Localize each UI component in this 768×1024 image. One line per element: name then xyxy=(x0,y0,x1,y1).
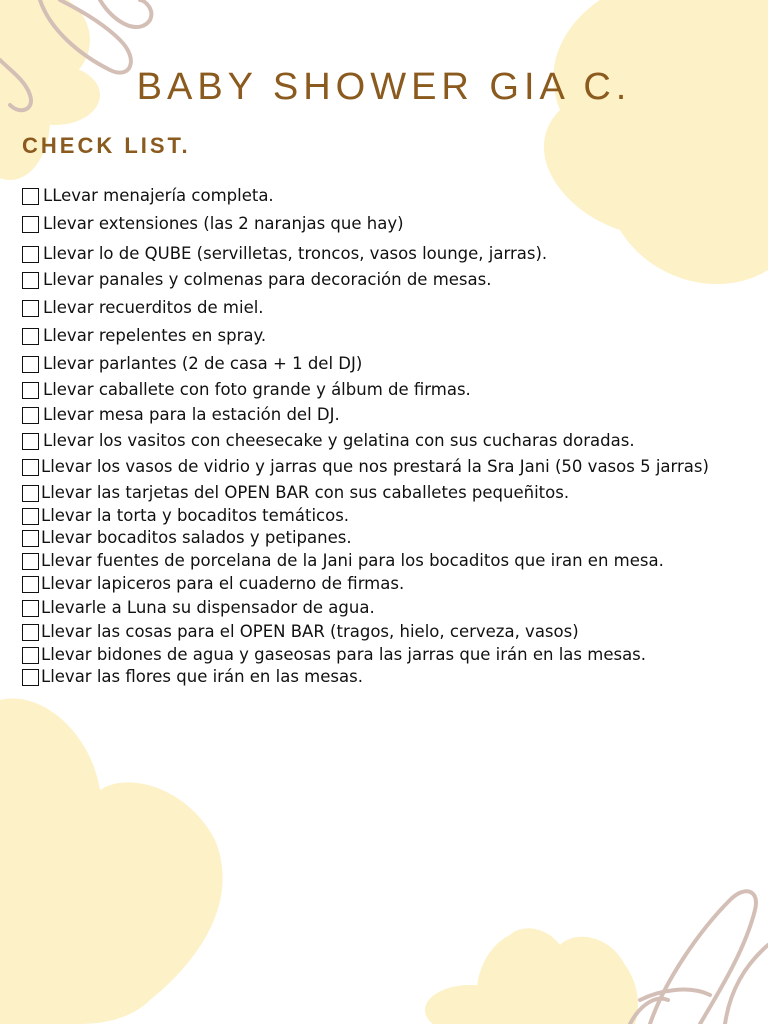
checkbox[interactable] xyxy=(22,459,39,476)
checklist-item[interactable] xyxy=(22,244,547,264)
checkbox[interactable] xyxy=(22,530,39,547)
checkbox[interactable] xyxy=(22,328,39,345)
checklist-item[interactable] xyxy=(22,483,569,503)
checklist-item-label: Llevarle a Luna su dispensador de agua. xyxy=(41,598,375,617)
checklist-item[interactable] xyxy=(22,645,646,665)
checkbox[interactable] xyxy=(22,407,39,424)
checklist-item[interactable] xyxy=(22,574,404,594)
checklist-item[interactable] xyxy=(22,457,709,477)
checklist-item-label: Llevar bocaditos salados y petipanes. xyxy=(41,528,352,547)
checkbox[interactable] xyxy=(22,433,39,450)
checklist-item-label: Llevar los vasitos con cheesecake y gelatina con sus cucharas doradas. xyxy=(43,431,635,450)
checkbox[interactable] xyxy=(22,508,39,525)
checklist-item[interactable] xyxy=(22,380,471,400)
checkbox[interactable] xyxy=(22,382,39,399)
checklist-item-label: Llevar recuerditos de miel. xyxy=(43,298,264,317)
checkbox[interactable] xyxy=(22,300,39,317)
checklist-item-label: Llevar lapiceros para el cuaderno de firmas. xyxy=(41,574,405,593)
checkbox[interactable] xyxy=(22,669,39,686)
checklist-item-label: Llevar fuentes de porcelana de la Jani para los bocaditos que iran en mesa. xyxy=(41,551,664,570)
checklist-item[interactable] xyxy=(22,326,266,346)
checklist-item-label: LLevar menajería completa. xyxy=(43,186,274,205)
checklist-item-label: Llevar extensiones (las 2 naranjas que hay) xyxy=(43,214,404,233)
checkbox[interactable] xyxy=(22,246,39,263)
checklist-item-label: Llevar bidones de agua y gaseosas para las jarras que irán en las mesas. xyxy=(41,645,647,664)
checklist-item[interactable] xyxy=(22,431,635,451)
checkbox[interactable] xyxy=(22,188,39,205)
checkbox[interactable] xyxy=(22,624,39,641)
checklist-item[interactable] xyxy=(22,506,349,526)
checkbox[interactable] xyxy=(22,272,39,289)
checklist-item-label: Llevar la torta y bocaditos temáticos. xyxy=(41,506,350,525)
checklist-item-label: Llevar mesa para la estación del DJ. xyxy=(43,405,340,424)
checkbox[interactable] xyxy=(22,485,39,502)
checklist-item[interactable] xyxy=(22,622,579,642)
checkbox[interactable] xyxy=(22,356,39,373)
checklist-item[interactable] xyxy=(22,528,352,548)
checklist-item-label: Llevar panales y colmenas para decoración de mesas. xyxy=(43,270,492,289)
checklist-item[interactable] xyxy=(22,186,274,206)
checklist-item-label: Llevar lo de QUBE (servilletas, troncos, vasos lounge, jarras). xyxy=(43,244,548,263)
checkbox[interactable] xyxy=(22,647,39,664)
checklist-item-label: Llevar las cosas para el OPEN BAR (tragos, hielo, cerveza, vasos) xyxy=(41,622,579,641)
checklist-item-label: Llevar repelentes en spray. xyxy=(43,326,267,345)
checklist-item-label: Llevar las flores que irán en las mesas. xyxy=(41,667,363,686)
checklist-item-label: Llevar los vasos de vidrio y jarras que nos prestará la Sra Jani (50 vasos 5 jarras) xyxy=(41,457,709,476)
checklist-item-label: Llevar parlantes (2 de casa + 1 del DJ) xyxy=(43,354,363,373)
checkbox[interactable] xyxy=(22,216,39,233)
checklist-item[interactable] xyxy=(22,667,363,687)
checklist-item[interactable] xyxy=(22,551,664,571)
checkbox[interactable] xyxy=(22,600,39,617)
checklist-item[interactable] xyxy=(22,598,375,618)
checklist-item[interactable] xyxy=(22,354,362,374)
checkbox[interactable] xyxy=(22,553,39,570)
checklist-item[interactable] xyxy=(22,270,491,290)
checklist-heading: CHECK LIST. xyxy=(22,133,191,158)
checkbox[interactable] xyxy=(22,576,39,593)
checklist-item[interactable] xyxy=(22,214,404,234)
checklist-item-label: Llevar las tarjetas del OPEN BAR con sus caballetes pequeñitos. xyxy=(41,483,570,502)
page-title: BABY SHOWER GIA C. xyxy=(136,66,632,108)
checklist-item[interactable] xyxy=(22,298,264,318)
checklist-item[interactable] xyxy=(22,405,340,425)
checklist-item-label: Llevar caballete con foto grande y álbum de firmas. xyxy=(43,380,471,399)
